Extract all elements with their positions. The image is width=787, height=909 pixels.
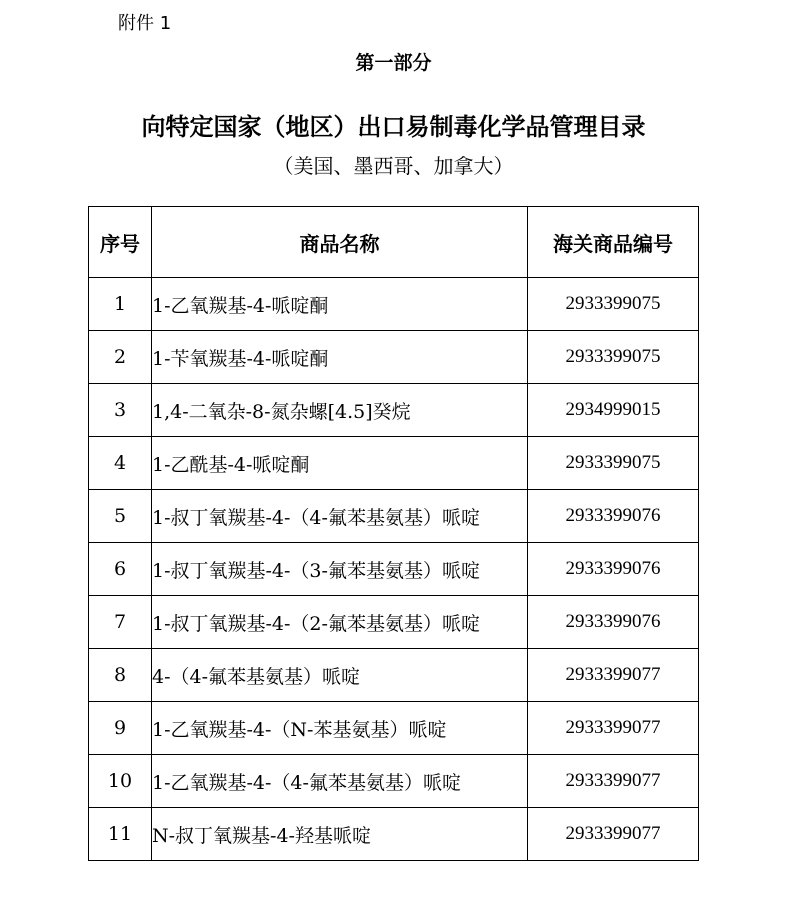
part-heading: 第一部分 <box>355 52 432 74</box>
column-header-code: 海关商品编号 <box>528 207 699 278</box>
row-number: 9 <box>89 702 152 755</box>
customs-code: 2933399076 <box>528 543 699 596</box>
table-row <box>89 543 699 596</box>
row-number: 3 <box>89 384 152 437</box>
table-row <box>89 808 699 861</box>
product-name: 1-叔丁氧羰基-4-（2-氟苯基氨基）哌啶 <box>152 596 528 649</box>
column-header-seq: 序号 <box>89 207 152 278</box>
table-row <box>89 755 699 808</box>
customs-code: 2933399076 <box>528 596 699 649</box>
row-number: 1 <box>89 278 152 331</box>
product-name: 1-叔丁氧羰基-4-（3-氟苯基氨基）哌啶 <box>152 543 528 596</box>
product-name: N-叔丁氧羰基-4-羟基哌啶 <box>152 808 528 861</box>
product-name: 1-苄氧羰基-4-哌啶酮 <box>152 331 528 384</box>
customs-code: 2933399077 <box>528 649 699 702</box>
customs-code: 2933399075 <box>528 437 699 490</box>
customs-code: 2933399077 <box>528 808 699 861</box>
table-row <box>89 702 699 755</box>
row-number: 10 <box>89 755 152 808</box>
row-number: 7 <box>89 596 152 649</box>
product-name: 1,4-二氧杂-8-氮杂螺[4.5]癸烷 <box>152 384 528 437</box>
table-row <box>89 649 699 702</box>
table-row <box>89 490 699 543</box>
row-number: 11 <box>89 808 152 861</box>
product-name: 1-乙氧羰基-4-（N-苯基氨基）哌啶 <box>152 702 528 755</box>
chemical-catalog-table <box>88 206 699 861</box>
table-row <box>89 596 699 649</box>
customs-code: 2933399075 <box>528 331 699 384</box>
table-row <box>89 384 699 437</box>
document-subtitle: （美国、墨西哥、加拿大） <box>273 154 514 178</box>
row-number: 2 <box>89 331 152 384</box>
table-header-row <box>89 207 699 278</box>
customs-code: 2933399076 <box>528 490 699 543</box>
table-row <box>89 437 699 490</box>
customs-code: 2933399077 <box>528 702 699 755</box>
row-number: 6 <box>89 543 152 596</box>
column-header-name: 商品名称 <box>152 207 528 278</box>
row-number: 8 <box>89 649 152 702</box>
product-name: 1-乙氧羰基-4-哌啶酮 <box>152 278 528 331</box>
row-number: 4 <box>89 437 152 490</box>
table-row <box>89 278 699 331</box>
customs-code: 2934999015 <box>528 384 699 437</box>
product-name: 1-乙酰基-4-哌啶酮 <box>152 437 528 490</box>
customs-code: 2933399075 <box>528 278 699 331</box>
document-title: 向特定国家（地区）出口易制毒化学品管理目录 <box>141 112 646 141</box>
product-name: 4-（4-氟苯基氨基）哌啶 <box>152 649 528 702</box>
customs-code: 2933399077 <box>528 755 699 808</box>
row-number: 5 <box>89 490 152 543</box>
table-row <box>89 331 699 384</box>
product-name: 1-叔丁氧羰基-4-（4-氟苯基氨基）哌啶 <box>152 490 528 543</box>
attachment-label: 附件 1 <box>118 13 172 34</box>
product-name: 1-乙氧羰基-4-（4-氟苯基氨基）哌啶 <box>152 755 528 808</box>
